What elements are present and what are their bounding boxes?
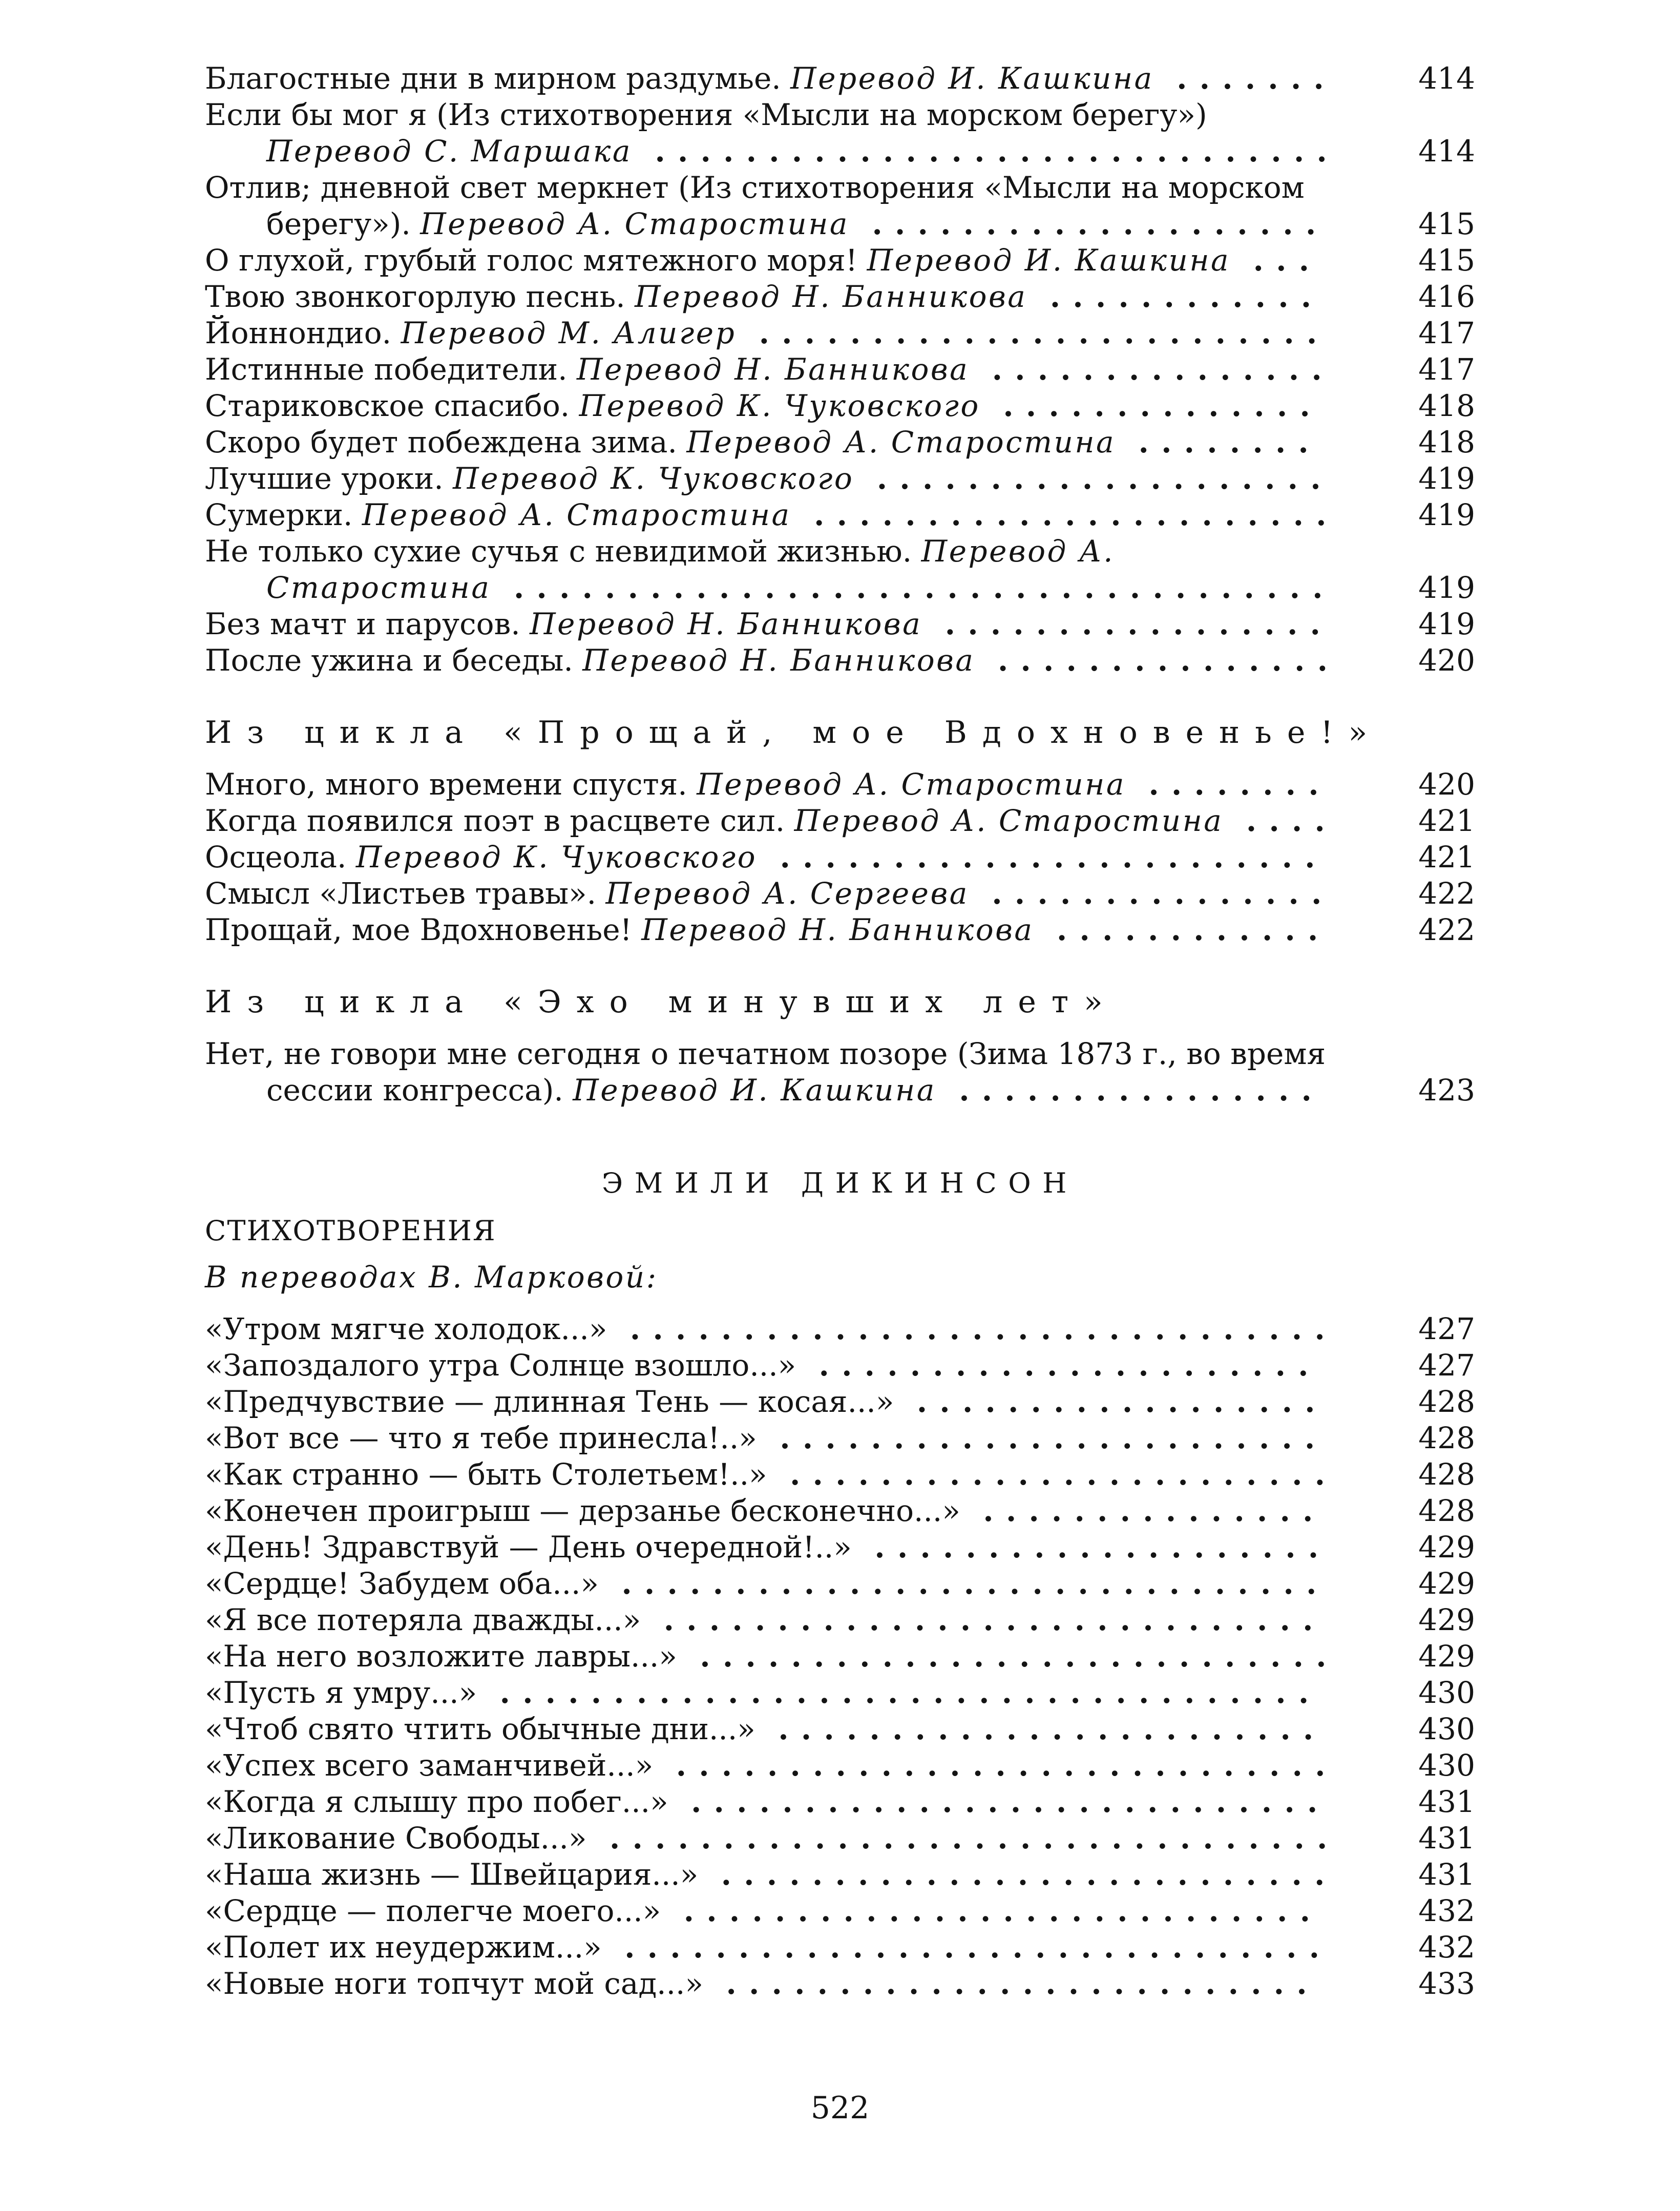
entry-page-number: 419 bbox=[1418, 497, 1475, 532]
toc-entry bbox=[205, 1566, 1475, 1602]
entry-page-number: 420 bbox=[1418, 643, 1475, 678]
toc-block-farewell bbox=[205, 766, 1475, 948]
entry-page-number: 416 bbox=[1418, 279, 1475, 314]
entry-title: Не только сухие сучья с невидимой жизнью. bbox=[205, 534, 912, 569]
toc-entry bbox=[205, 1893, 1475, 1929]
entry-translator: Перевод А. Старостина bbox=[420, 206, 849, 241]
toc-entry bbox=[205, 1638, 1475, 1675]
leader-dots: ............................... bbox=[607, 1311, 1338, 1346]
entry-page-number: 422 bbox=[1418, 912, 1475, 947]
entry-title: Смысл «Листьев травы». bbox=[205, 876, 597, 911]
entry-page-number: 419 bbox=[1418, 570, 1475, 605]
subheading: СТИХОТВОРЕНИЯ bbox=[205, 1215, 496, 1247]
entry-translator: Перевод С. Маршака bbox=[266, 134, 632, 169]
toc-entry bbox=[205, 766, 1475, 803]
entry-title: Истинные победители. bbox=[205, 352, 568, 387]
toc-entry bbox=[205, 1711, 1475, 1747]
entry-title: Нет, не говори мне сегодня о печатном позоре (Зима 1873 г., во время сессии конгресса). bbox=[205, 1036, 1326, 1108]
toc-entry bbox=[205, 461, 1475, 497]
entry-translator: Перевод М. Алигер bbox=[401, 316, 737, 350]
toc-block-dickinson bbox=[205, 1311, 1475, 2002]
entry-page-number: 421 bbox=[1418, 803, 1475, 838]
leader-dots: ................................ bbox=[586, 1821, 1340, 1855]
leader-dots: .............. bbox=[980, 388, 1323, 423]
entry-title: «Пусть я умру...» bbox=[205, 1675, 477, 1710]
entry-page-number: 430 bbox=[1418, 1675, 1475, 1710]
leader-dots: ............................ bbox=[677, 1639, 1339, 1674]
leader-dots: ........................ bbox=[767, 1457, 1338, 1492]
entry-title: Сумерки. bbox=[205, 497, 353, 532]
entry-page-number: 428 bbox=[1418, 1421, 1475, 1455]
entry-page-number: 428 bbox=[1418, 1457, 1475, 1492]
toc-entry bbox=[205, 351, 1475, 388]
entry-page-number: 431 bbox=[1418, 1857, 1475, 1892]
toc-entry bbox=[205, 1784, 1475, 1820]
entry-title: Много, много времени спустя. bbox=[205, 767, 687, 802]
toc-entry bbox=[205, 1820, 1475, 1857]
toc-entry bbox=[205, 1675, 1475, 1711]
entry-page-number: 428 bbox=[1418, 1384, 1475, 1419]
toc-entry bbox=[205, 1747, 1475, 1784]
toc-entry bbox=[205, 1929, 1475, 1966]
entry-page-number: 417 bbox=[1418, 352, 1475, 387]
entry-title: Прощай, мое Вдохновенье! bbox=[205, 912, 632, 947]
entry-title: Осцеола. bbox=[205, 840, 347, 874]
leader-dots: ............... bbox=[975, 643, 1340, 678]
entry-translator: Перевод А. Сергеева bbox=[605, 876, 969, 911]
leader-dots: .................... bbox=[851, 1530, 1331, 1565]
leader-dots: .................................... bbox=[491, 570, 1335, 605]
toc-entry bbox=[205, 97, 1475, 170]
entry-page-number: 420 bbox=[1418, 767, 1475, 802]
entry-title: Когда появился поэт в расцвете сил. bbox=[205, 803, 785, 838]
entry-page-number: 422 bbox=[1418, 876, 1475, 911]
leader-dots: .............................. bbox=[632, 134, 1340, 169]
entry-title: Если бы мог я (Из стихотворения «Мысли на морском берегу») bbox=[205, 97, 1207, 132]
toc-block-whitman bbox=[205, 60, 1475, 679]
entry-page-number: 428 bbox=[1418, 1493, 1475, 1528]
toc-entry bbox=[205, 1036, 1475, 1109]
entry-title: «Успех всего заманчивей...» bbox=[205, 1748, 654, 1783]
entry-translator: Перевод Н. Банникова bbox=[530, 607, 922, 641]
entry-translator: Перевод А. Старостина bbox=[362, 497, 791, 532]
entry-title: О глухой, грубый голос мятежного моря! bbox=[205, 243, 858, 278]
leader-dots: ............................. bbox=[653, 1748, 1338, 1783]
entry-translator: Перевод Н. Банникова bbox=[582, 643, 975, 678]
entry-title: Без мачт и парусов. bbox=[205, 607, 520, 641]
entry-page-number: 427 bbox=[1418, 1348, 1475, 1383]
entry-title: «Предчувствие — длинная Тень — косая...» bbox=[205, 1384, 894, 1419]
entry-title: «Новые ноги топчут мой сад...» bbox=[205, 1966, 703, 2001]
entry-title: «Когда я слышу про побег...» bbox=[205, 1784, 668, 1819]
toc-entry bbox=[205, 803, 1475, 839]
toc-entry bbox=[205, 875, 1475, 912]
entry-translator: Перевод А. Старостина bbox=[697, 767, 1126, 802]
entry-translator: Перевод К. Чуковского bbox=[453, 461, 854, 496]
section-heading-farewell: Из цикла «Прощай, мое Вдохновенье!» bbox=[205, 715, 1383, 750]
leader-dots: .................... bbox=[849, 206, 1329, 241]
entry-title: Лучшие уроки. bbox=[205, 461, 444, 496]
entry-page-number: 423 bbox=[1418, 1073, 1475, 1108]
entry-title: Скоро будет побеждена зима. bbox=[205, 425, 677, 460]
toc-entry bbox=[205, 1966, 1475, 2002]
toc-block-echo bbox=[205, 1036, 1475, 1109]
entry-page-number: 430 bbox=[1418, 1748, 1475, 1783]
entry-title: «Чтоб свято чтить обычные дни...» bbox=[205, 1712, 755, 1746]
entry-title: «Запоздалого утра Солнце взошло...» bbox=[205, 1348, 796, 1383]
toc-page bbox=[205, 60, 1475, 2002]
leader-dots: ............ bbox=[1027, 279, 1324, 314]
entry-translator: Перевод И. Кашкина bbox=[867, 243, 1231, 278]
entry-page-number: 432 bbox=[1418, 1930, 1475, 1965]
entry-page-number: 421 bbox=[1418, 840, 1475, 874]
entry-page-number: 418 bbox=[1418, 388, 1475, 423]
entry-translator: Перевод И. Кашкина bbox=[573, 1073, 936, 1108]
entry-translator: Перевод Н. Банникова bbox=[577, 352, 970, 387]
toc-entry bbox=[205, 60, 1475, 97]
entry-page-number: 419 bbox=[1418, 461, 1475, 496]
entry-title: Стариковское спасибо. bbox=[205, 388, 570, 423]
entry-title: Твою звонкогорлую песнь. bbox=[205, 279, 625, 314]
toc-entry bbox=[205, 1311, 1475, 1347]
entry-page-number: 430 bbox=[1418, 1712, 1475, 1746]
toc-entry bbox=[205, 1347, 1475, 1384]
toc-entry bbox=[205, 315, 1475, 351]
toc-entry bbox=[205, 606, 1475, 642]
entry-translator: Перевод Н. Банникова bbox=[635, 279, 1027, 314]
entry-translator: Перевод К. Чуковского bbox=[355, 840, 758, 874]
entry-title: «Сердце — полегче моего...» bbox=[205, 1893, 661, 1928]
entry-page-number: 429 bbox=[1418, 1602, 1475, 1637]
author-heading: ЭМИЛИ ДИКИНСОН bbox=[601, 1167, 1079, 1199]
toc-entry bbox=[205, 1602, 1475, 1638]
entry-title: «Полет их неудержим...» bbox=[205, 1930, 602, 1965]
toc-entry bbox=[205, 839, 1475, 875]
entry-page-number: 429 bbox=[1418, 1530, 1475, 1565]
toc-entry bbox=[205, 1456, 1475, 1493]
leader-dots: ........................ bbox=[755, 1712, 1326, 1746]
leader-dots: .......................... bbox=[703, 1966, 1319, 2001]
leader-dots: ...................... bbox=[796, 1348, 1321, 1383]
entry-page-number: 429 bbox=[1418, 1639, 1475, 1674]
leader-dots: ............................... bbox=[601, 1930, 1332, 1965]
leader-dots: ............................. bbox=[641, 1602, 1326, 1637]
leader-dots: ........................ bbox=[757, 1421, 1328, 1455]
toc-entry bbox=[205, 1857, 1475, 1893]
toc-entry bbox=[205, 1384, 1475, 1420]
leader-dots: ........ bbox=[1125, 767, 1331, 802]
toc-entry bbox=[205, 279, 1475, 315]
entry-translator: Перевод К. Чуковского bbox=[579, 388, 980, 423]
entry-translator: Перевод А. Старостина bbox=[794, 803, 1224, 838]
entry-page-number: 414 bbox=[1418, 134, 1475, 169]
entry-title: «Я все потеряла дважды...» bbox=[205, 1602, 641, 1637]
entry-page-number: 431 bbox=[1418, 1821, 1475, 1855]
entry-title: «День! Здравствуй — День очередной!..» bbox=[205, 1530, 852, 1565]
entry-page-number: 432 bbox=[1418, 1893, 1475, 1928]
entry-title: «Наша жизнь — Швейцария...» bbox=[205, 1857, 699, 1892]
leader-dots: ............................... bbox=[598, 1566, 1329, 1601]
toc-entry bbox=[205, 912, 1475, 948]
toc-entry bbox=[205, 242, 1475, 279]
entry-page-number: 415 bbox=[1418, 243, 1475, 278]
leader-dots: ............... bbox=[969, 352, 1335, 387]
toc-entry bbox=[205, 497, 1475, 533]
toc-entry bbox=[205, 424, 1475, 461]
leader-dots: .................................... bbox=[477, 1675, 1321, 1710]
translator-intro: В переводах В. Марковой: bbox=[205, 1260, 658, 1295]
leader-dots: ....... bbox=[1153, 61, 1337, 96]
entry-title: Отлив; дневной свет меркнет (Из стихотворения «Мысли на морском берегу»). bbox=[205, 170, 1305, 241]
leader-dots: ........................... bbox=[698, 1857, 1337, 1892]
entry-title: «На него возложите лавры...» bbox=[205, 1639, 677, 1674]
leader-dots: .... bbox=[1223, 803, 1338, 838]
toc-entry bbox=[205, 642, 1475, 679]
leader-dots: .................... bbox=[854, 461, 1333, 496]
entry-translator: Перевод А. Старостина bbox=[266, 534, 1115, 605]
toc-entry bbox=[205, 1493, 1475, 1529]
leader-dots: ............ bbox=[1034, 912, 1331, 947]
entry-title: «Утром мягче холодок...» bbox=[205, 1311, 607, 1346]
toc-entry bbox=[205, 170, 1475, 242]
entry-title: «Как странно — быть Столетьем!..» bbox=[205, 1457, 767, 1492]
leader-dots: ............................ bbox=[661, 1893, 1323, 1928]
toc-entry bbox=[205, 1529, 1475, 1566]
entry-page-number: 414 bbox=[1418, 61, 1475, 96]
leader-dots: ............... bbox=[969, 876, 1334, 911]
entry-translator: Перевод А. Старостина bbox=[686, 425, 1116, 460]
entry-page-number: 431 bbox=[1418, 1784, 1475, 1819]
toc-entry bbox=[205, 533, 1475, 606]
leader-dots: ............... bbox=[960, 1493, 1326, 1528]
leader-dots: ........ bbox=[1116, 425, 1321, 460]
entry-page-number: 429 bbox=[1418, 1566, 1475, 1601]
entry-page-number: 427 bbox=[1418, 1311, 1475, 1346]
leader-dots: ................ bbox=[936, 1073, 1325, 1108]
entry-title: «Ликование Свободы...» bbox=[205, 1821, 587, 1855]
section-heading-echo: Из цикла «Эхо минувших лет» bbox=[205, 984, 1118, 1020]
page-number: 522 bbox=[810, 2090, 870, 2126]
entry-page-number: 415 bbox=[1418, 206, 1475, 241]
leader-dots: ................. bbox=[922, 607, 1333, 641]
entry-title: Благостные дни в мирном раздумье. bbox=[205, 61, 781, 96]
entry-page-number: 418 bbox=[1418, 425, 1475, 460]
entry-title: Йоннондио. bbox=[205, 316, 392, 350]
toc-entry bbox=[205, 388, 1475, 424]
entry-translator: Перевод Н. Банникова bbox=[641, 912, 1034, 947]
leader-dots: ......................... bbox=[736, 316, 1330, 350]
entry-title: «Вот все — что я тебе принесла!..» bbox=[205, 1421, 757, 1455]
entry-translator: Перевод И. Кашкина bbox=[790, 61, 1154, 96]
leader-dots: ... bbox=[1230, 243, 1322, 278]
entry-title: После ужина и беседы. bbox=[205, 643, 573, 678]
leader-dots: ........................ bbox=[757, 840, 1328, 874]
entry-page-number: 419 bbox=[1418, 607, 1475, 641]
entry-title: «Сердце! Забудем оба...» bbox=[205, 1566, 599, 1601]
entry-title: «Конечен проигрыш — дерзанье бесконечно...» bbox=[205, 1493, 960, 1528]
entry-page-number: 433 bbox=[1418, 1966, 1475, 2001]
leader-dots: ............................ bbox=[668, 1784, 1330, 1819]
entry-page-number: 417 bbox=[1418, 316, 1475, 350]
leader-dots: ....................... bbox=[791, 497, 1339, 532]
leader-dots: .................. bbox=[894, 1384, 1328, 1419]
toc-entry bbox=[205, 1420, 1475, 1456]
